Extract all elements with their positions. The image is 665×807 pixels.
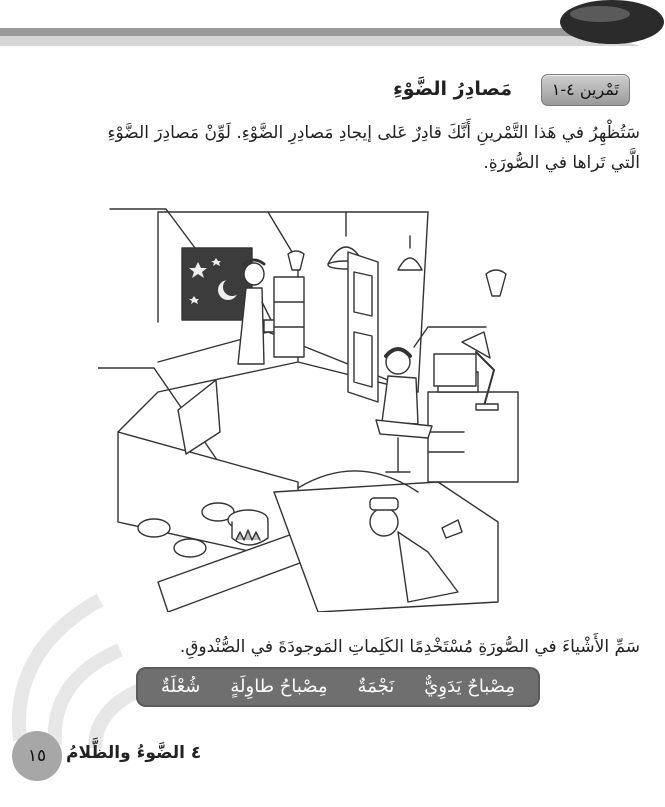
label-line-window xyxy=(110,209,198,252)
word-option: مِصْباحُ طاوِلَةٍ xyxy=(230,676,328,697)
page-number: ١٥ xyxy=(12,731,62,781)
room-illustration xyxy=(98,192,538,612)
instruction-text: سَتُظْهِرُ في هَذا التَّمْرينِ أَنَّكَ قادِرٌ عَلى إيجادِ مَصادِرِ الضَّوْءِ. لَوِّنْ مَصادِرَ الضَّوْءِ الَّتي تَراها في الصُّورَةِ. xyxy=(107,123,640,173)
task-text: سَمِّ الأَشْياءَ في الصُّورَةِ مُسْتَخْدِمًا الكَلِماتِ المَوجودَةَ في الصُّنْدوقِ. xyxy=(179,637,640,657)
word-option: شُعْلَةٌ xyxy=(161,676,201,697)
header-band xyxy=(0,0,665,60)
exercise-badge: تَمْرين ٤-١ xyxy=(541,74,630,106)
word-option: مِصْباحٌ يَدَوِيٌّ xyxy=(424,676,515,697)
word-option: نَجْمَةٌ xyxy=(357,676,395,697)
word-box xyxy=(136,667,540,707)
exercise-header xyxy=(380,74,630,106)
chapter-footer: ٤ الضَّوءُ والظَّلامُ xyxy=(66,743,202,763)
exercise-title: مَصادِرُ الضَّوْءِ xyxy=(393,78,512,100)
